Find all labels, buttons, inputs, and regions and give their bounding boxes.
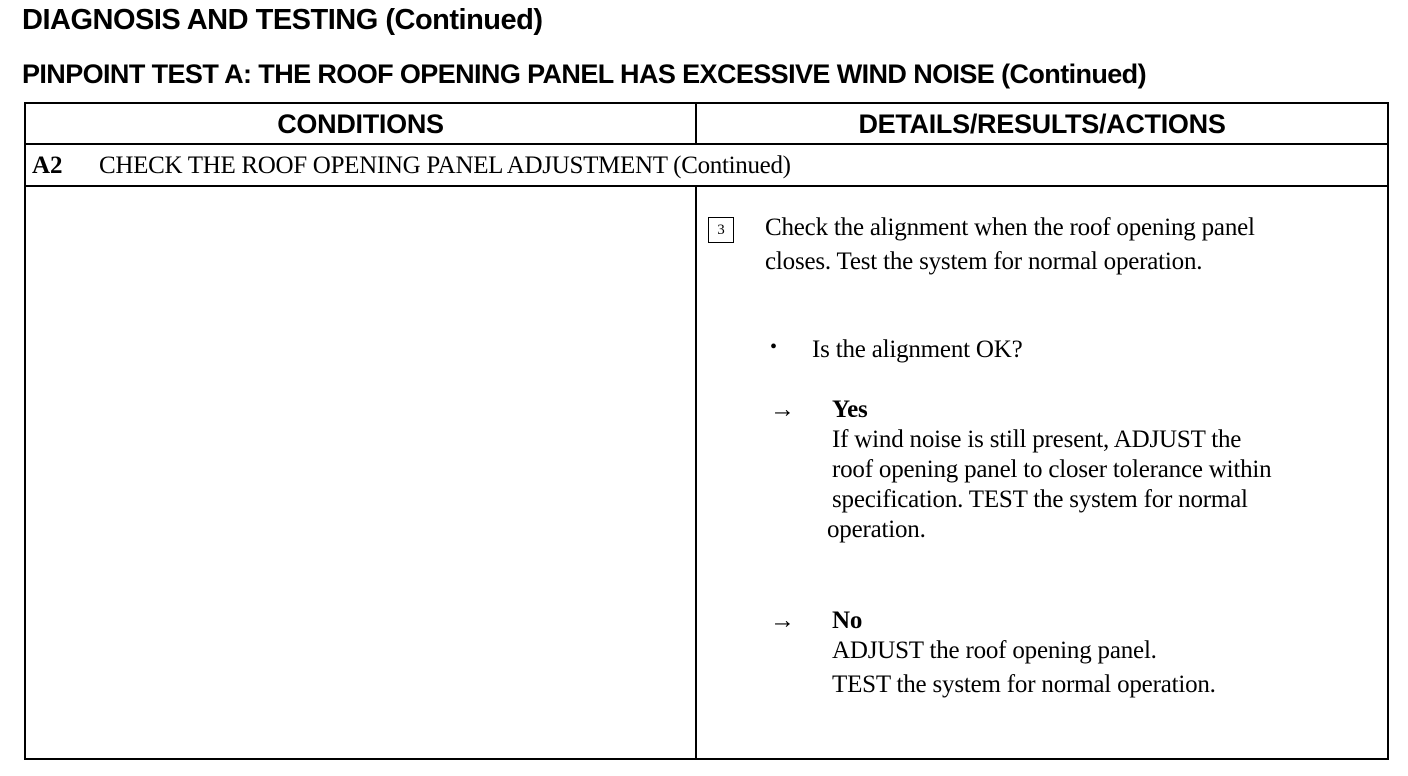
no-line-1: ADJUST the roof opening panel. xyxy=(832,637,1157,664)
details-column-header: DETAILS/RESULTS/ACTIONS xyxy=(697,104,1387,145)
conditions-column-header: CONDITIONS xyxy=(26,104,697,145)
step-number-box: 3 xyxy=(708,217,734,243)
column-divider xyxy=(695,187,697,758)
yes-line-3: specification. TEST the system for normal xyxy=(832,486,1248,513)
yes-line-1: If wind noise is still present, ADJUST the xyxy=(832,426,1242,453)
no-arrow-icon: → xyxy=(770,607,795,634)
step-title: CHECK THE ROOF OPENING PANEL ADJUSTMENT (Continued) xyxy=(99,152,791,179)
diagnosis-table xyxy=(24,102,1389,760)
step-code: A2 xyxy=(32,152,63,179)
no-label: No xyxy=(832,607,863,634)
no-line-2: TEST the system for normal operation. xyxy=(832,671,1216,698)
instruction-line-2: closes. Test the system for normal operation. xyxy=(765,248,1203,275)
yes-line-4: operation. xyxy=(827,516,926,543)
bullet-icon: • xyxy=(770,336,777,358)
yes-line-2: roof opening panel to closer tolerance within xyxy=(832,456,1272,483)
yes-arrow-icon: → xyxy=(770,396,795,423)
instruction-line-1: Check the alignment when the roof opening panel xyxy=(765,214,1255,241)
page-title: DIAGNOSIS AND TESTING (Continued) xyxy=(22,4,543,36)
pinpoint-test-title: PINPOINT TEST A: THE ROOF OPENING PANEL HAS EXCESSIVE WIND NOISE (Continued) xyxy=(22,59,1146,89)
step-row xyxy=(26,145,1387,187)
question-text: Is the alignment OK? xyxy=(812,336,1023,363)
yes-label: Yes xyxy=(832,396,868,423)
